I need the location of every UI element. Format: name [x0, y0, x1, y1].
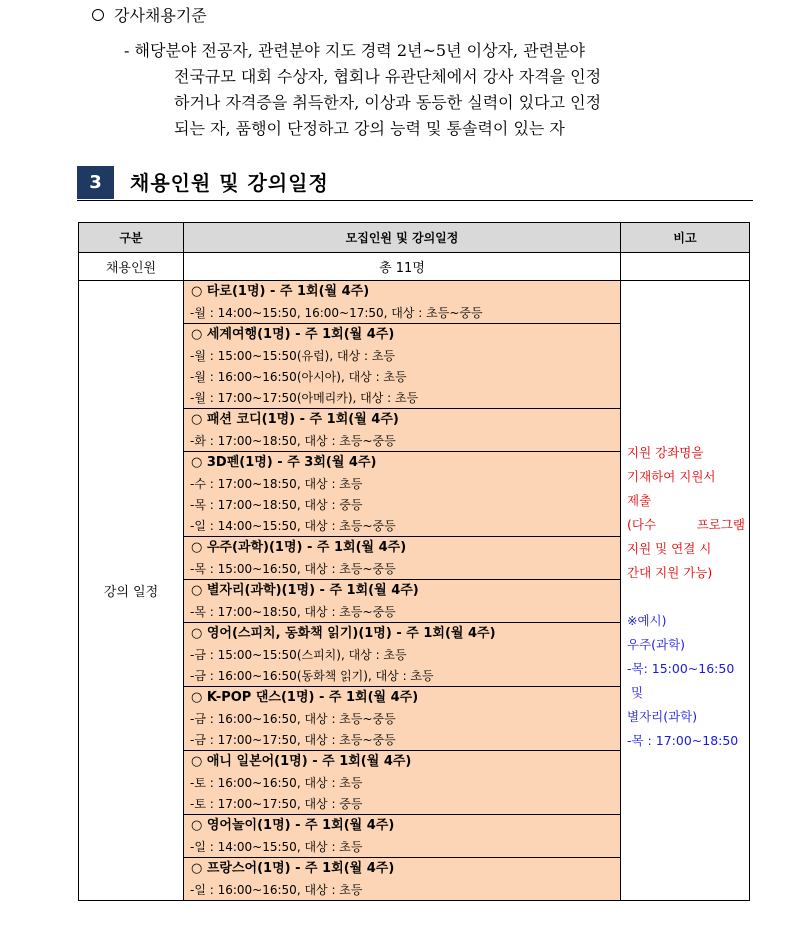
- remark-note-line: 제출: [627, 493, 652, 508]
- program-block: [184, 686, 620, 750]
- program-block: [184, 579, 620, 622]
- recruit-label: 채용인원: [79, 253, 184, 281]
- program-schedule-line: -목 : 15:00~16:50, 대상 : 초등~중등: [190, 562, 396, 576]
- program-block: [184, 323, 620, 408]
- remark-note-line: 간대 지원 가능): [627, 565, 713, 580]
- criteria-line: 전국규모 대회 수상자, 협회나 유관단체에서 강사 자격을 인정: [174, 67, 602, 86]
- section-header: [77, 164, 753, 201]
- remark-example-line: 별자리(과학): [627, 709, 698, 724]
- program-title: ○ 패션 코디(1명) - 주 1회(월 4주): [191, 412, 399, 427]
- criteria-line: 하거나 자격증을 취득한자, 이상과 동등한 실력이 있다고 인정: [174, 93, 602, 112]
- program-schedule-line: -금 : 16:00~16:50, 대상 : 초등~중등: [190, 712, 396, 726]
- criteria-line: 되는 자, 품행이 단정하고 강의 능력 및 통솔력이 있는 자: [174, 119, 565, 138]
- remark-example-line: 및: [627, 685, 644, 700]
- schedule-row: [79, 281, 750, 901]
- remark-example-line: ※예시): [627, 613, 667, 628]
- remark-note-line: 기재하여 지원서: [627, 469, 716, 484]
- program-schedule-line: -월 : 15:00~15:50(유럽), 대상 : 초등: [190, 349, 396, 363]
- section-number-badge: 3: [77, 166, 114, 199]
- program-schedule-line: -화 : 17:00~18:50, 대상 : 초등~중등: [190, 434, 396, 448]
- circle-bullet-icon: [92, 9, 104, 21]
- header-category: 구분: [79, 223, 184, 253]
- program-title: ○ 세계여행(1명) - 주 1회(월 4주): [191, 327, 395, 342]
- program-title: ○ 영어(스피치, 동화책 읽기)(1명) - 주 1회(월 4주): [191, 626, 496, 641]
- program-schedule-line: -토 : 16:00~16:50, 대상 : 초등: [190, 776, 363, 790]
- program-block: [184, 536, 620, 579]
- remark-example-line: -목 : 17:00~18:50: [627, 733, 739, 748]
- remarks-text: [621, 281, 749, 753]
- remark-note-line: (다수 프로그램: [627, 517, 745, 532]
- program-title: ○ 영어놀이(1명) - 주 1회(월 4주): [191, 818, 395, 833]
- header-remarks: 비고: [621, 223, 750, 253]
- program-block: [184, 814, 620, 857]
- program-schedule-line: -일 : 14:00~15:50, 대상 : 초등: [190, 840, 363, 854]
- recruit-remarks: [621, 253, 750, 281]
- criteria-line: - 해당분야 전공자, 관련분야 지도 경력 2년~5년 이상자, 관련분야: [124, 41, 585, 60]
- remarks-cell: [621, 281, 750, 901]
- table-header-row: [79, 223, 750, 253]
- program-schedule-line: -목 : 17:00~18:50, 대상 : 초등~중등: [190, 605, 396, 619]
- program-title: ○ 애니 일본어(1명) - 주 1회(월 4주): [191, 754, 412, 769]
- criteria-heading: [92, 6, 207, 26]
- program-title: ○ 별자리(과학)(1명) - 주 1회(월 4주): [191, 583, 419, 598]
- program-block: [184, 281, 620, 323]
- remark-example-line: 우주(과학): [627, 637, 686, 652]
- program-schedule-line: -일 : 16:00~16:50, 대상 : 초등: [190, 883, 363, 897]
- program-schedule-line: -토 : 17:00~17:50, 대상 : 중등: [190, 797, 363, 811]
- program-schedule-line: -월 : 14:00~15:50, 16:00~17:50, 대상 : 초등~중등: [190, 306, 483, 320]
- program-block: [184, 622, 620, 686]
- header-schedule: 모집인원 및 강의일정: [184, 223, 621, 253]
- program-block: [184, 451, 620, 536]
- program-schedule-line: -월 : 17:00~17:50(아메리카), 대상 : 초등: [190, 391, 419, 405]
- criteria-description: [124, 38, 601, 142]
- program-schedule-line: -목 : 17:00~18:50, 대상 : 중등: [190, 498, 363, 512]
- program-schedule-line: -금 : 16:00~16:50(동화책 읽기), 대상 : 초등: [190, 669, 434, 683]
- schedule-cell: [184, 281, 621, 901]
- program-schedule-line: -금 : 15:00~15:50(스피치), 대상 : 초등: [190, 648, 407, 662]
- remark-spacer: [627, 585, 745, 609]
- program-schedule-line: -월 : 16:00~16:50(아시아), 대상 : 초등: [190, 370, 407, 384]
- schedule-label: 강의 일정: [79, 281, 184, 901]
- recruit-row: [79, 253, 750, 281]
- program-schedule-line: -금 : 17:00~17:50, 대상 : 초등~중등: [190, 733, 396, 747]
- program-schedule-line: -수 : 17:00~18:50, 대상 : 초등: [190, 477, 363, 491]
- schedule-table: [78, 222, 750, 901]
- remark-note-line: 지원 및 연결 시: [627, 541, 712, 556]
- program-schedule-line: -일 : 14:00~15:50, 대상 : 초등~중등: [190, 519, 396, 533]
- program-block: [184, 408, 620, 451]
- criteria-heading-text: 강사채용기준: [114, 6, 207, 25]
- remark-example-line: -목: 15:00~16:50: [627, 661, 735, 676]
- section-title: 채용인원 및 강의일정: [130, 171, 329, 195]
- program-title: ○ 타로(1명) - 주 1회(월 4주): [191, 284, 370, 299]
- program-title: ○ 3D펜(1명) - 주 3회(월 4주): [191, 455, 377, 470]
- program-title: ○ 프랑스어(1명) - 주 1회(월 4주): [191, 861, 395, 876]
- program-title: ○ K-POP 댄스(1명) - 주 1회(월 4주): [191, 690, 419, 705]
- program-block: [184, 750, 620, 814]
- program-title: ○ 우주(과학)(1명) - 주 1회(월 4주): [191, 540, 407, 555]
- remark-note-line: 지원 강좌명을: [627, 445, 704, 460]
- program-block: [184, 857, 620, 900]
- recruit-value: 총 11명: [184, 253, 621, 281]
